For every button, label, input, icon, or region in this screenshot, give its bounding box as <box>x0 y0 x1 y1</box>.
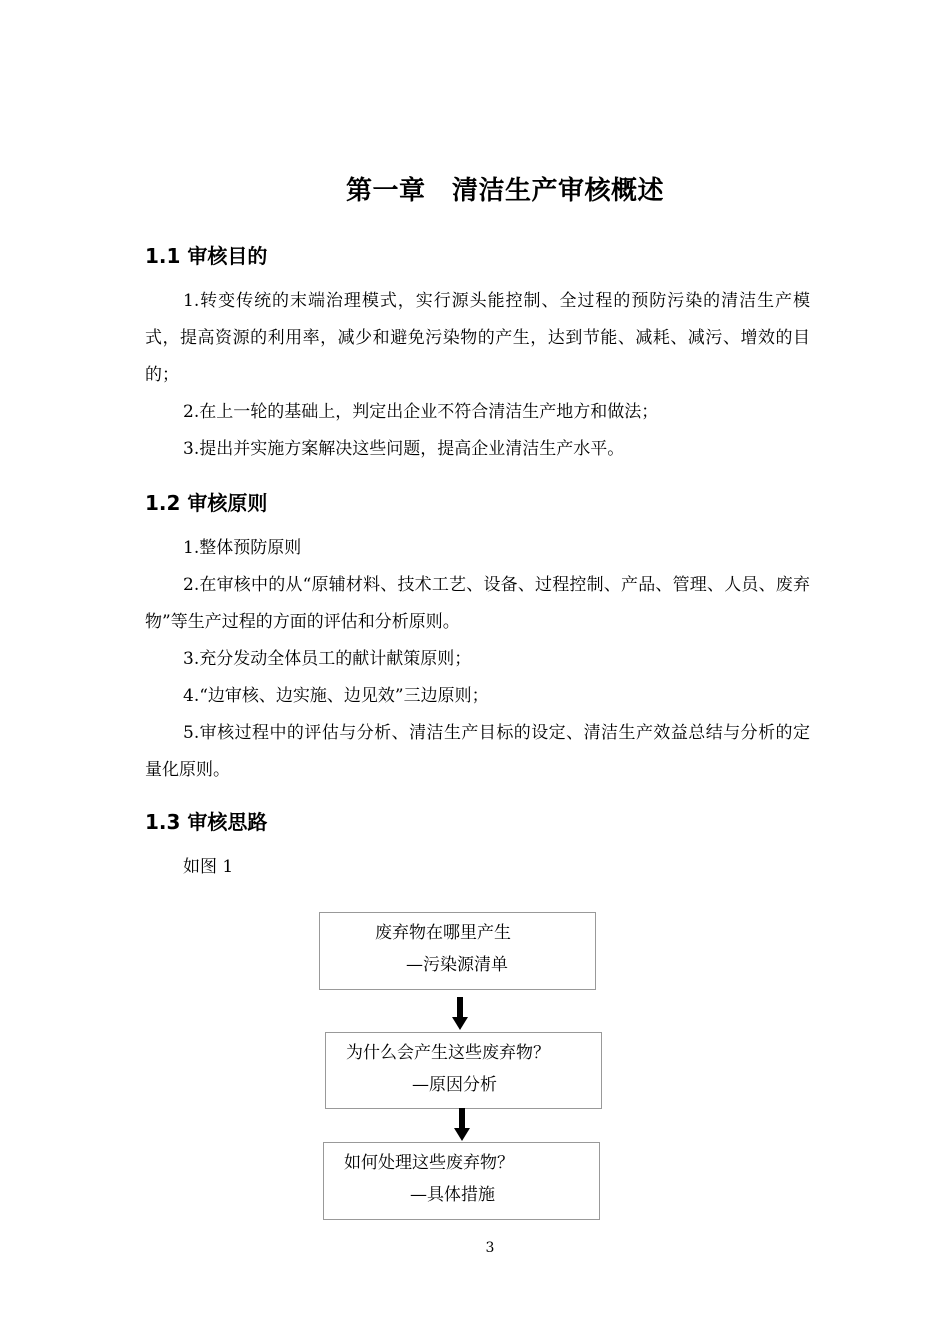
flowchart-question: 为什么会产生这些废弃物？ <box>346 1043 550 1063</box>
flowchart-box <box>325 1032 602 1109</box>
paragraph: 2.在上一轮的基础上，判定出企业不符合清洁生产地方和做法； <box>183 402 659 422</box>
flowchart-answer: —具体措施 <box>410 1185 495 1205</box>
page-number: 3 <box>485 1240 495 1256</box>
flowchart-box <box>319 912 596 990</box>
flowchart-question: 废弃物在哪里产生 <box>375 923 511 943</box>
chapter-title: 第一章 清洁生产审核概述 <box>345 176 664 206</box>
paragraph: 5.审核过程中的评估与分析、清洁生产目标的设定、清洁生产效益总结与分析的定量化原则。 <box>145 723 810 780</box>
flowchart-answer: —原因分析 <box>412 1075 497 1095</box>
paragraph: 如图 1 <box>183 857 234 877</box>
flowchart-answer: —污染源清单 <box>406 955 508 975</box>
section-heading-1-1: 1.1 审核目的 <box>145 244 268 268</box>
paragraph: 1.整体预防原则 <box>183 538 302 558</box>
flowchart-question: 如何处理这些废弃物？ <box>344 1153 514 1173</box>
paragraph: 1.转变传统的末端治理模式，实行源头能控制、全过程的预防污染的清洁生产模式，提高资源的利用率，减少和避免污染物的产生，达到节能、减耗、减污、增效的目的； <box>145 291 810 385</box>
paragraph: 3.提出并实施方案解决这些问题，提高企业清洁生产水平。 <box>183 439 625 459</box>
paragraph: 2.在审核中的从“原辅材料、技术工艺、设备、过程控制、产品、管理、人员、废弃物”等生产过程的方面的评估和分析原则。 <box>145 575 810 632</box>
paragraph: 3.充分发动全体员工的献计献策原则； <box>183 649 472 669</box>
flowchart-box <box>323 1142 600 1220</box>
paragraph: 4.“边审核、边实施、边见效”三边原则； <box>183 686 489 706</box>
section-heading-1-2: 1.2 审核原则 <box>145 491 268 515</box>
section-heading-1-3: 1.3 审核思路 <box>145 810 268 834</box>
